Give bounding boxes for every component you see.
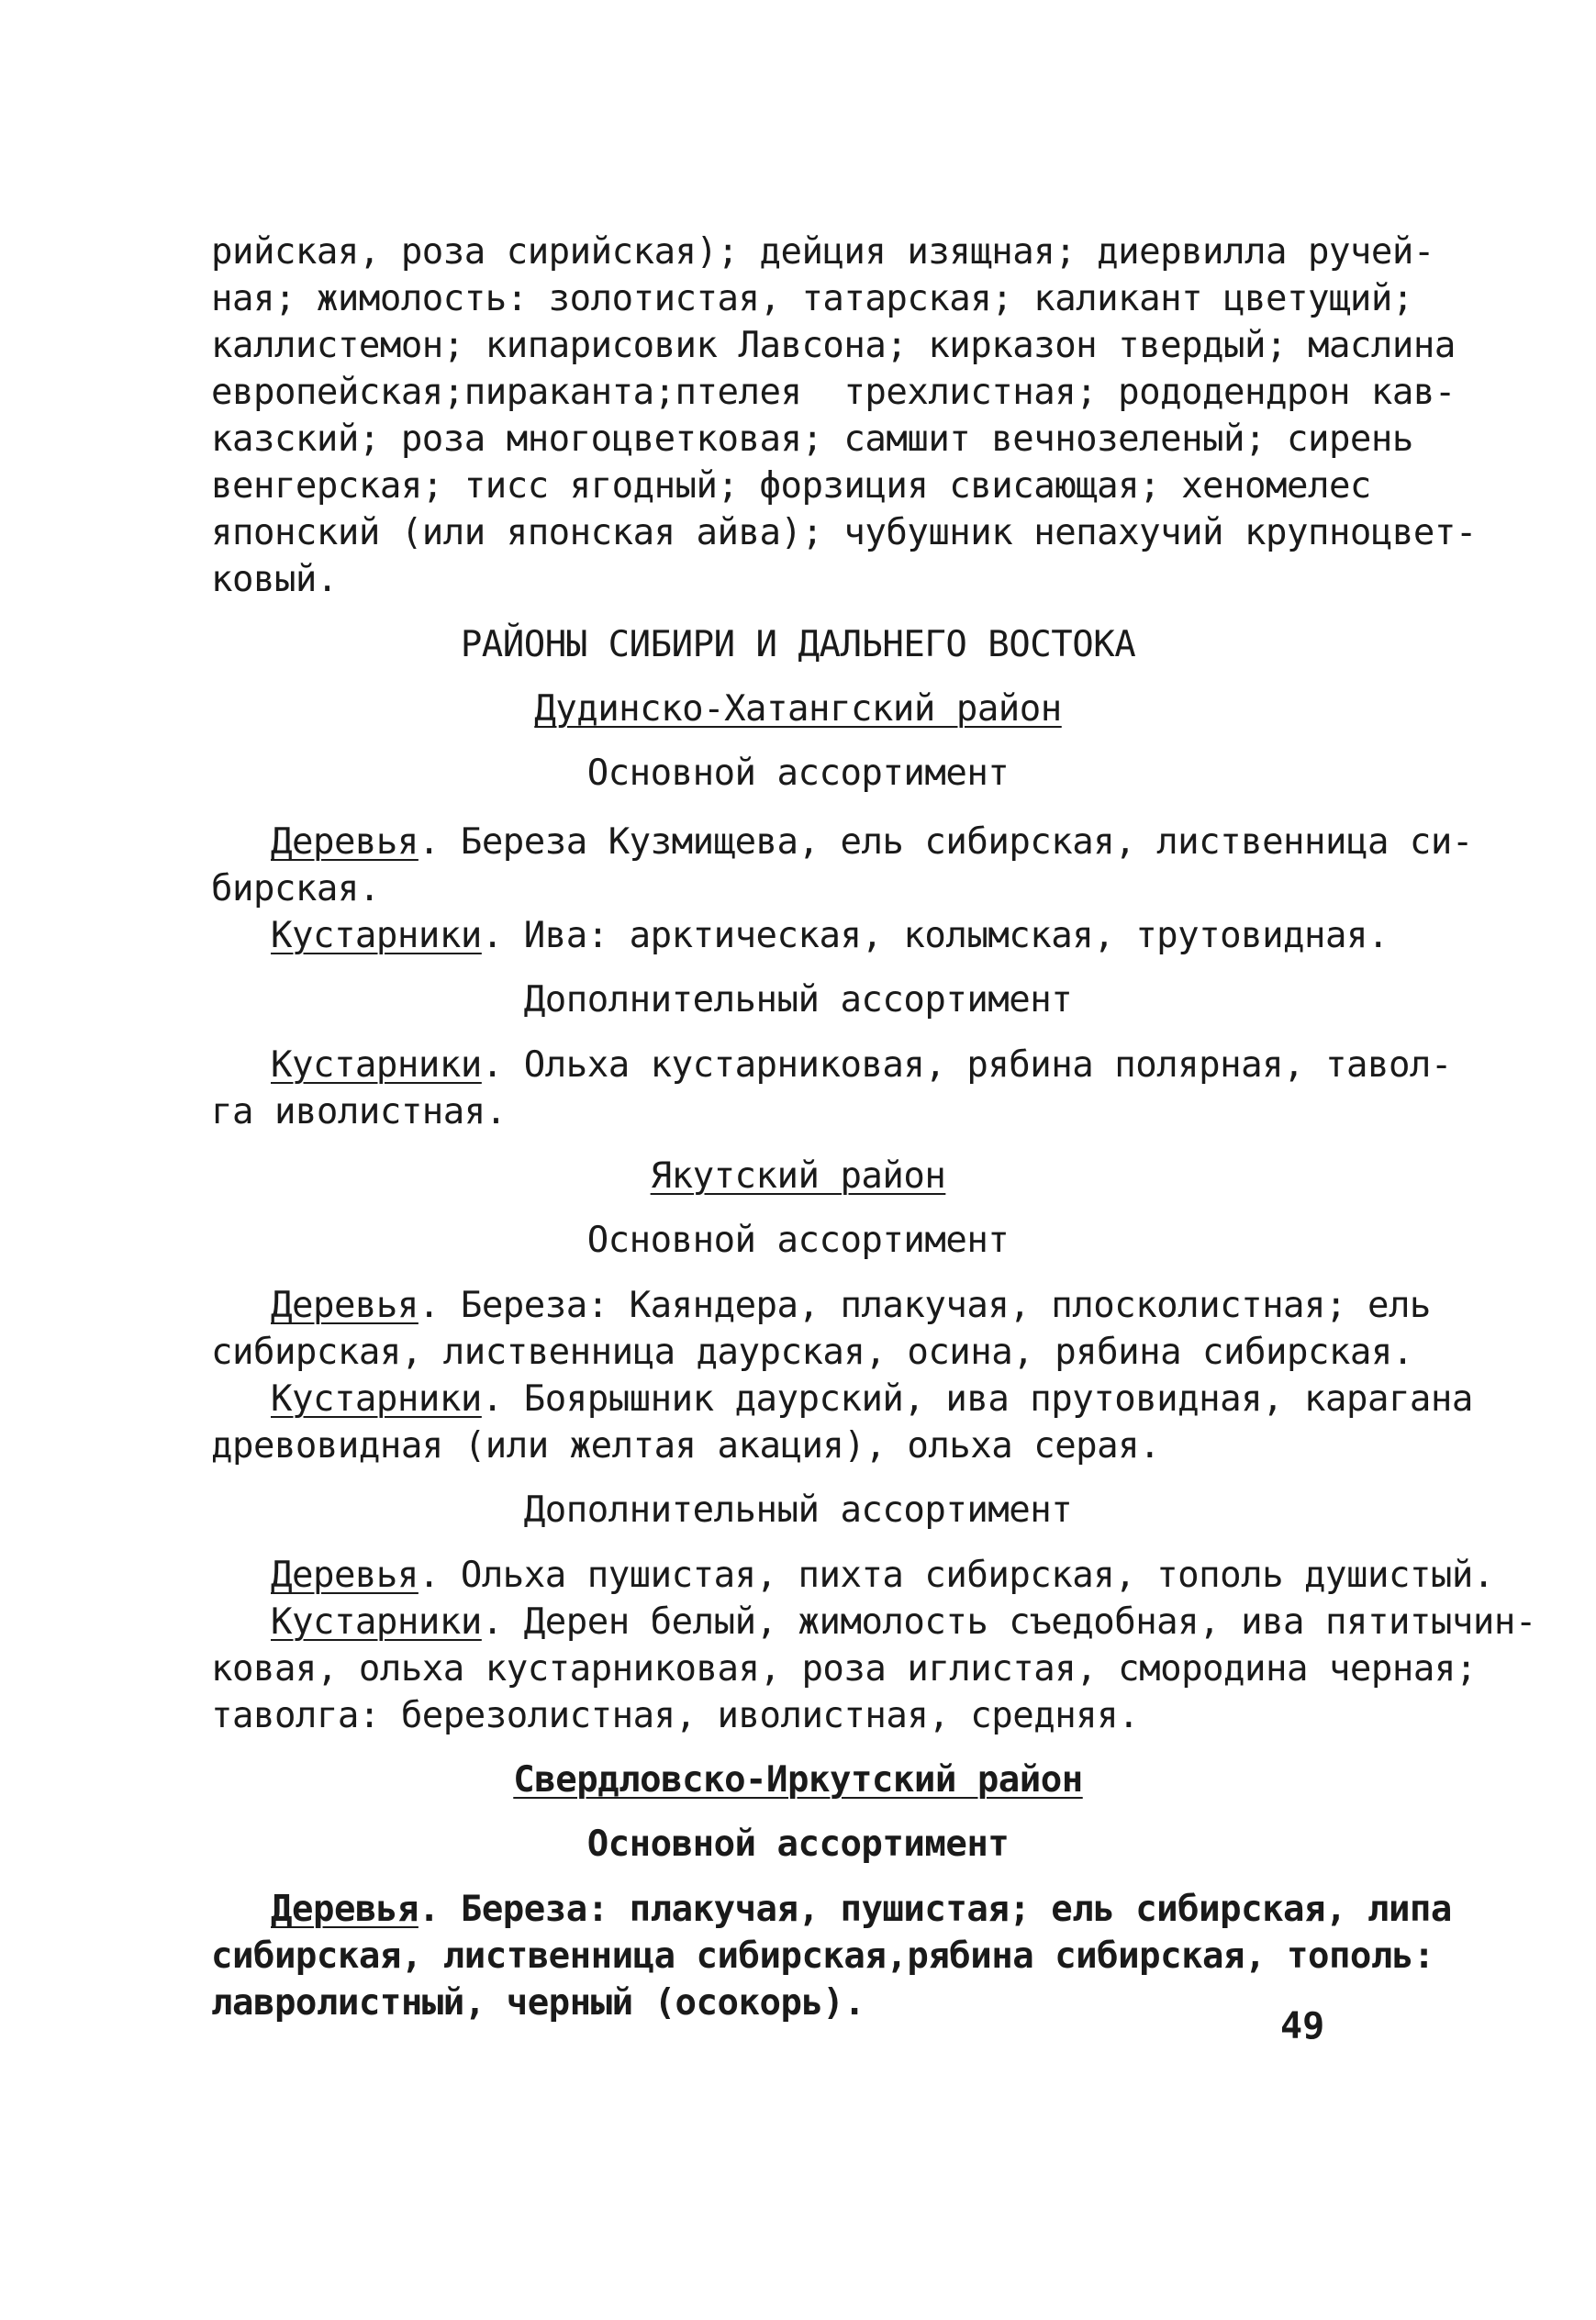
trees-paragraph-line: сибирская, лиственница сибирская,рябина сибирская, тополь: <box>211 1935 1434 1977</box>
shrubs-label: Кустарники <box>271 1601 482 1643</box>
trees-paragraph-line <box>271 1887 1482 1933</box>
trees-text: . Ольха пушистая, пихта сибирская, тополь душистый. <box>418 1555 1494 1596</box>
intro-line-7: японский (или японская айва); чубушник непахучий крупноцвет- <box>211 512 1477 553</box>
page-number: 49 <box>1280 2005 1325 2047</box>
shrubs-label: Кустарники <box>271 1378 482 1420</box>
trees-label: Деревья <box>271 1555 419 1596</box>
shrubs-paragraph-line: таволга: березолистная, иволистная, средняя. <box>211 1695 1140 1736</box>
intro-line-5: казский; роза многоцветковая; самшит вечнозеленый; сирень <box>211 418 1413 460</box>
intro-line-1: рийская, роза сирийская); дейция изящная; диервилла ручей- <box>211 231 1434 273</box>
intro-line-6: венгерская; тисс ягодный; форзиция свисающая; хеномелес <box>211 465 1371 507</box>
basic-assortment-heading: Основной ассортимент <box>586 1824 1010 1865</box>
trees-paragraph-line <box>271 820 1482 865</box>
trees-text: . Береза: Каяндера, плакучая, плосколистная; ель <box>418 1285 1431 1326</box>
shrubs-label: Кустарники <box>271 915 482 956</box>
trees-paragraph-line: лавролистный, черный (осокорь). <box>211 1982 865 2024</box>
shrubs-paragraph-line: ковая, ольха кустарниковая, роза иглистая, смородина черная; <box>211 1648 1477 1690</box>
intro-line-4: европейская;пираканта;птелея трехлистная; рододендрон кав- <box>211 372 1456 413</box>
trees-paragraph-line: сибирская, лиственница даурская, осина, рябина сибирская. <box>211 1332 1413 1373</box>
intro-line-3: каллистемон; кипарисовик Лавсона; кирказон твердый; маслина <box>211 325 1456 366</box>
region-title-text: Якутский район <box>650 1155 946 1197</box>
trees-label: Деревья <box>271 1889 419 1930</box>
shrubs-paragraph-line <box>271 913 1482 959</box>
shrubs-paragraph-line <box>271 1043 1482 1088</box>
section-title: РАЙОНЫ СИБИРИ И ДАЛЬНЕГО ВОСТОКА <box>460 624 1136 665</box>
basic-assortment-heading: Основной ассортимент <box>586 753 1010 794</box>
intro-line-2: ная; жимолость: золотистая, татарская; каликант цветущий; <box>211 278 1413 319</box>
trees-label: Деревья <box>271 1285 419 1326</box>
shrubs-paragraph-line: древовидная (или желтая акация), ольха серая. <box>211 1425 1161 1467</box>
trees-text: . Береза: плакучая, пушистая; ель сибирская, липа <box>418 1889 1452 1930</box>
trees-paragraph-line <box>271 1553 1494 1599</box>
region-title <box>0 1154 1596 1199</box>
shrubs-text: . Дерен белый, жимолость съедобная, ива пятитычин- <box>481 1601 1536 1643</box>
shrubs-label: Кустарники <box>271 1044 482 1086</box>
trees-label: Деревья <box>271 821 419 863</box>
region-title-text: Дудинско-Хатангский район <box>534 688 1062 730</box>
intro-line-8: ковый. <box>211 559 338 600</box>
region-title <box>0 686 1596 732</box>
extra-assortment-heading: Дополнительный ассортимент <box>523 979 1073 1021</box>
region-title <box>0 1757 1596 1803</box>
shrubs-text: . Ольха кустарниковая, рябина полярная, тавол- <box>481 1044 1452 1086</box>
shrubs-paragraph-line: га иволистная. <box>211 1091 507 1132</box>
shrubs-paragraph-line <box>271 1600 1536 1645</box>
trees-text: . Береза Кузмищева, ель сибирская, лиственница си- <box>418 821 1473 863</box>
shrubs-text: . Боярышник даурский, ива прутовидная, карагана <box>481 1378 1473 1420</box>
shrubs-text: . Ива: арктическая, колымская, трутовидная. <box>481 915 1389 956</box>
extra-assortment-heading: Дополнительный ассортимент <box>523 1489 1073 1531</box>
trees-paragraph-line: бирская. <box>211 868 380 909</box>
region-title-text: Свердловско-Иркутский район <box>513 1759 1083 1801</box>
shrubs-paragraph-line <box>271 1377 1482 1422</box>
trees-paragraph-line <box>271 1283 1482 1329</box>
basic-assortment-heading: Основной ассортимент <box>586 1220 1010 1261</box>
